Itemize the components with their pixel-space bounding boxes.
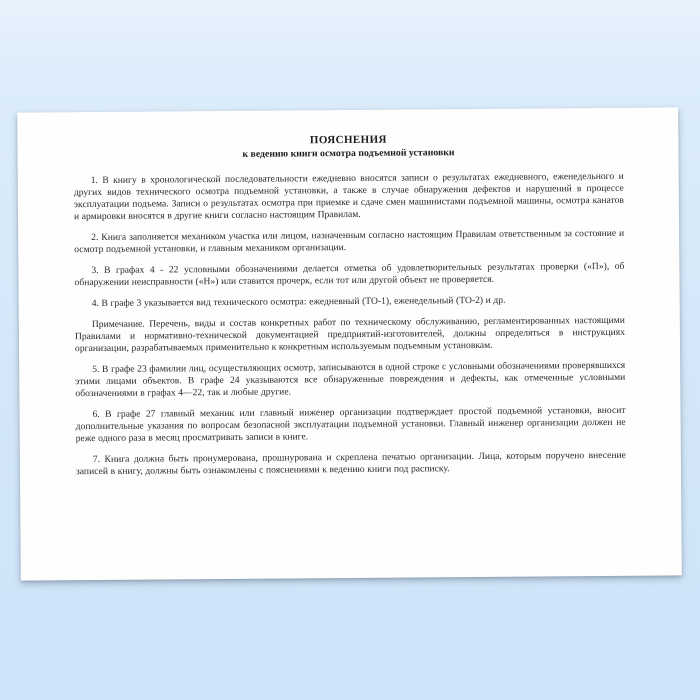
paragraph-note: Примечание. Перечень, виды и состав конкретных работ по техническому обслуживанию, регламентированных настоящими Правилами и нормативно-технической документацией предприятий-изготовителей, должны определяться в инструкциях организации, разрабатываемых применительно к конкретным используемым подъемным установкам.	[74, 314, 625, 355]
document-page	[17, 107, 682, 580]
paragraph-6: 6. В графе 27 главный механик или главный инженер организации подтверждает простой подъемной установки, вносит дополнительные указания по вопросам безопасной эксплуатации подъемной установки. Главный инженер организации должен не реже одного раза в месяц просматривать записи в книге.	[75, 404, 626, 445]
paragraph-3: 3. В графах 4 - 22 условными обозначениями делается отметка об удовлетворительных результатах проверки («П»), об обнаружении неисправности («Н») или ставится прочерк, если тот или другой объект не проверяется.	[74, 260, 625, 289]
document-title: ПОЯСНЕНИЯ	[309, 133, 387, 147]
paragraph-7: 7. Книга должна быть пронумерована, прошнурована и скреплена печатью организации. Лица, которым поручено внесение записей в книгу, должны быть ознакомлены с пояснениями к ведению книги под расписку.	[75, 449, 626, 478]
paragraph-1: 1. В книгу в хронологической последовательности ежедневно вносятся записи о результатах ежедневного, еженедельного и других видов технического осмотра подъемной установки, а также в случае обнаружения дефектов и нарушений в процессе эксплуатации подъема. Записи о результатах осмотра при приемке и сдаче смен машинистами подъемной машины, осмотра канатов и армировки вносятся в другие книги согласно настоящим Правилам.	[73, 170, 624, 223]
paragraph-2: 2. Книга заполняется механиком участка или лицом, назначенным согласно настоящим Правилам ответственным за состояние и осмотр подъемной установки, и главным механиком организации.	[74, 227, 625, 256]
paragraph-4: 4. В графе 3 указывается вид технического осмотра: ежедневный (ТО-1), еженедельный (ТО-2) и др.	[91, 294, 506, 310]
document-subtitle: к ведению книги осмотра подъемной установки	[242, 147, 455, 160]
paragraph-5: 5. В графе 23 фамилии лиц, осуществляющих осмотр, записываются в одной строке с условными обозначениями проверявшихся этими лицами объектов. В графе 24 указываются все обнаруженные повреждения и дефекты, как отмеченные условными обозначениями в графах 4—22, так и любые другие.	[75, 359, 626, 400]
